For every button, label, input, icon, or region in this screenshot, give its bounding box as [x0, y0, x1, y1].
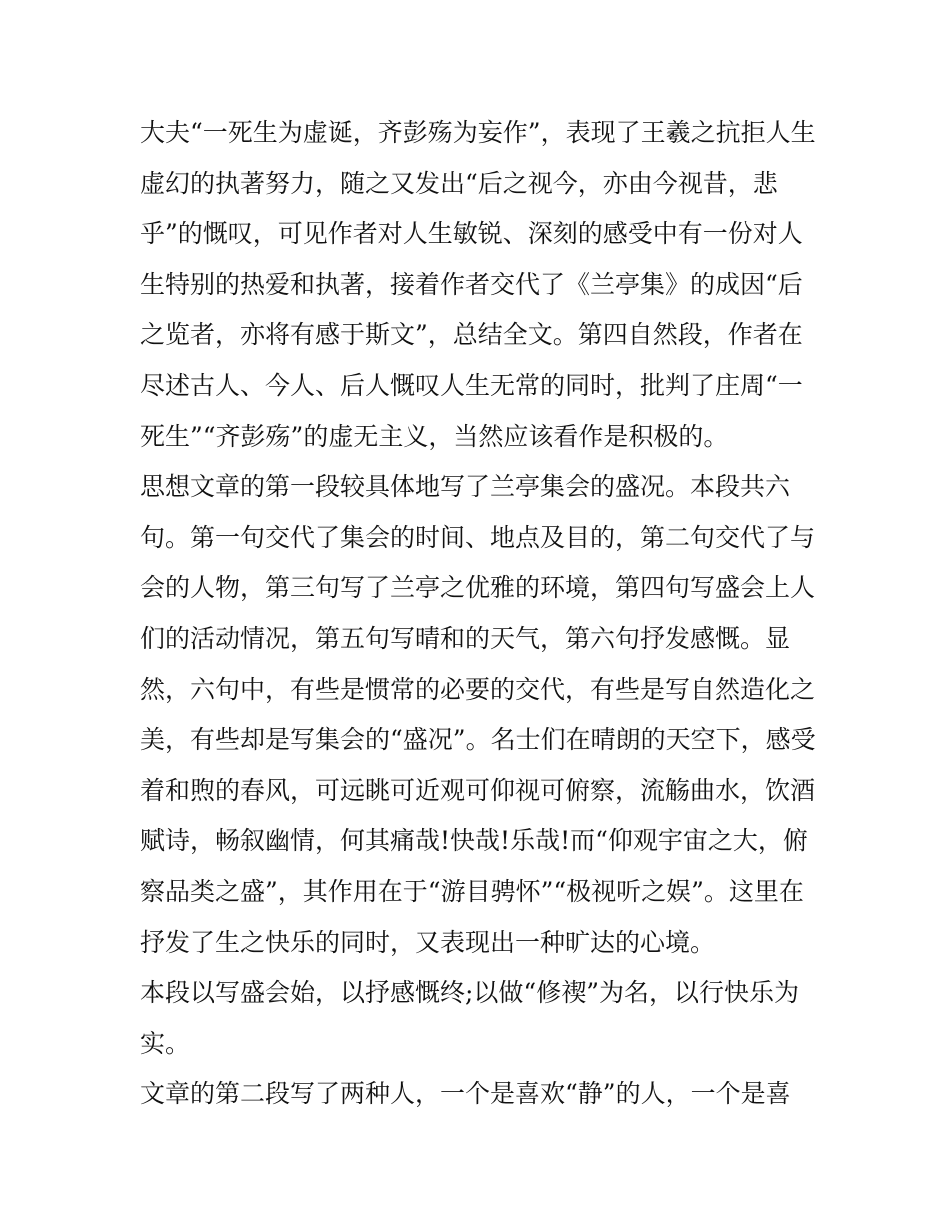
text-line: 察品类之盛”，其作用在于“游目骋怀”“极视听之娱”。这里在 — [140, 876, 804, 906]
text-line: 赋诗，畅叙幽情，何其痛哉!快哉!乐哉!而“仰观宇宙之大，俯 — [140, 826, 808, 856]
text-line: 美，有些却是写集会的“盛况”。名士们在晴朗的天空下，感受 — [140, 725, 816, 755]
text-line: 虚幻的执著努力，随之又发出“后之视今，亦由今视昔，悲 — [140, 168, 778, 198]
text-line: 大夫“一死生为虚诞，齐彭殇为妄作”，表现了王羲之抗拒人生 — [140, 118, 816, 147]
text-line: 尽述古人、今人、后人慨叹人生无常的同时，批判了庄周“一 — [140, 370, 803, 400]
text-line: 句。第一句交代了集会的时间、地点及目的，第二句交代了与 — [140, 522, 816, 552]
text-line: 之览者，亦将有感于斯文”，总结全文。第四自然段，作者在 — [140, 320, 803, 350]
text-line: 本段以写盛会始，以抒感慨终;以做“修禊”为名，以行快乐为 — [140, 978, 799, 1008]
text-line: 着和煦的春风，可远眺可近观可仰视可俯察，流觞曲水，饮酒 — [140, 775, 816, 805]
body-text — [140, 108, 815, 1120]
text-line: 抒发了生之快乐的同时，又表现出一种旷达的心境。 — [140, 927, 716, 957]
text-line: 会的人物，第三句写了兰亭之优雅的环境，第四句写盛会上人 — [140, 573, 816, 603]
text-line: 生特别的热爱和执著，接着作者交代了《兰亭集》的成因“后 — [140, 269, 803, 299]
text-line: 乎”的慨叹，可见作者对人生敏锐、深刻的感受中有一份对人 — [140, 219, 803, 249]
text-line: 思想文章的第一段较具体地写了兰亭集会的盛况。本段共六 — [140, 472, 791, 502]
text-line: 然，六句中，有些是惯常的必要的交代，有些是写自然造化之 — [140, 674, 816, 704]
text-line: 们的活动情况，第五句写晴和的天气，第六句抒发感慨。显 — [140, 623, 791, 653]
text-line: 实。 — [140, 1028, 191, 1058]
text-line: 文章的第二段写了两种人，一个是喜欢“静”的人，一个是喜 — [140, 1079, 791, 1109]
text-line: 死生”“齐彭殇”的虚无主义，当然应该看作是积极的。 — [140, 421, 729, 451]
